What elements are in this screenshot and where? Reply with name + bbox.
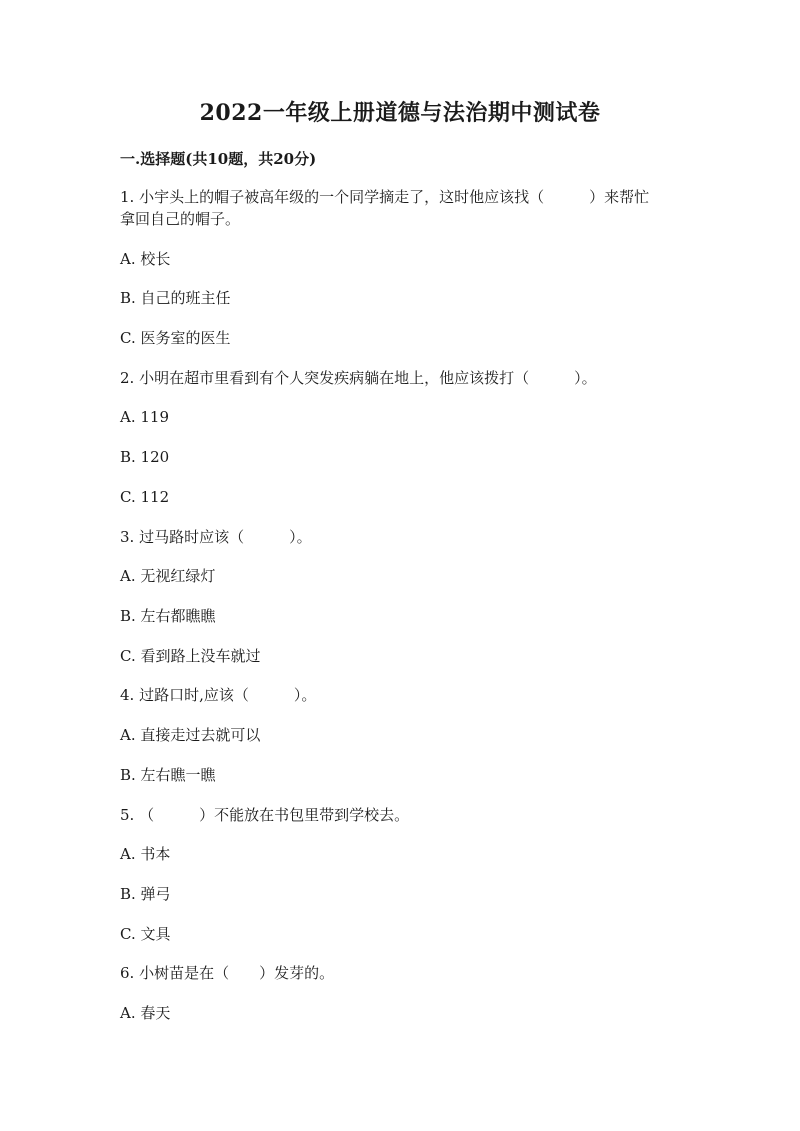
question-3-option-b: B. 左右都瞧瞧 [120,607,216,625]
question-2-option-a: A. 119 [120,408,169,426]
question-1-stem-line-1: 1. 小宇头上的帽子被高年级的一个同学摘走了，这时他应该找（ ）来帮忙 [120,188,650,206]
question-4-option-b: B. 左右瞧一瞧 [120,766,216,784]
question-3-stem: 3. 过马路时应该（ ）。 [120,528,312,546]
question-4-option-a: A. 直接走过去就可以 [120,726,261,744]
question-5-option-b: B. 弹弓 [120,885,171,903]
question-1-option-c: C. 医务室的医生 [120,329,231,347]
question-2-option-b: B. 120 [120,448,170,466]
question-5-option-a: A. 书本 [120,845,171,863]
page-title: 2022一年级上册道德与法治期中测试卷 [199,100,601,126]
question-6-stem: 6. 小树苗是在（ ）发芽的。 [120,964,335,982]
question-5-stem: 5. （ ）不能放在书包里带到学校去。 [120,806,410,824]
question-3-option-a: A. 无视红绿灯 [120,567,216,585]
question-2-stem: 2. 小明在超市里看到有个人突发疾病躺在地上，他应该拨打（ ）。 [120,369,597,387]
question-1-stem-line-2: 拿回自己的帽子。 [120,210,241,228]
question-1-option-b: B. 自己的班主任 [120,289,231,307]
section-heading: 一.选择题(共10题，共20分) [120,150,317,168]
question-6-option-a: A. 春天 [120,1004,171,1022]
question-4-stem: 4. 过路口时,应该（ ）。 [120,686,317,704]
question-2-option-c: C. 112 [120,488,170,506]
question-1-option-a: A. 校长 [120,250,171,268]
question-3-option-c: C. 看到路上没车就过 [120,647,261,665]
question-5-option-c: C. 文具 [120,925,171,943]
